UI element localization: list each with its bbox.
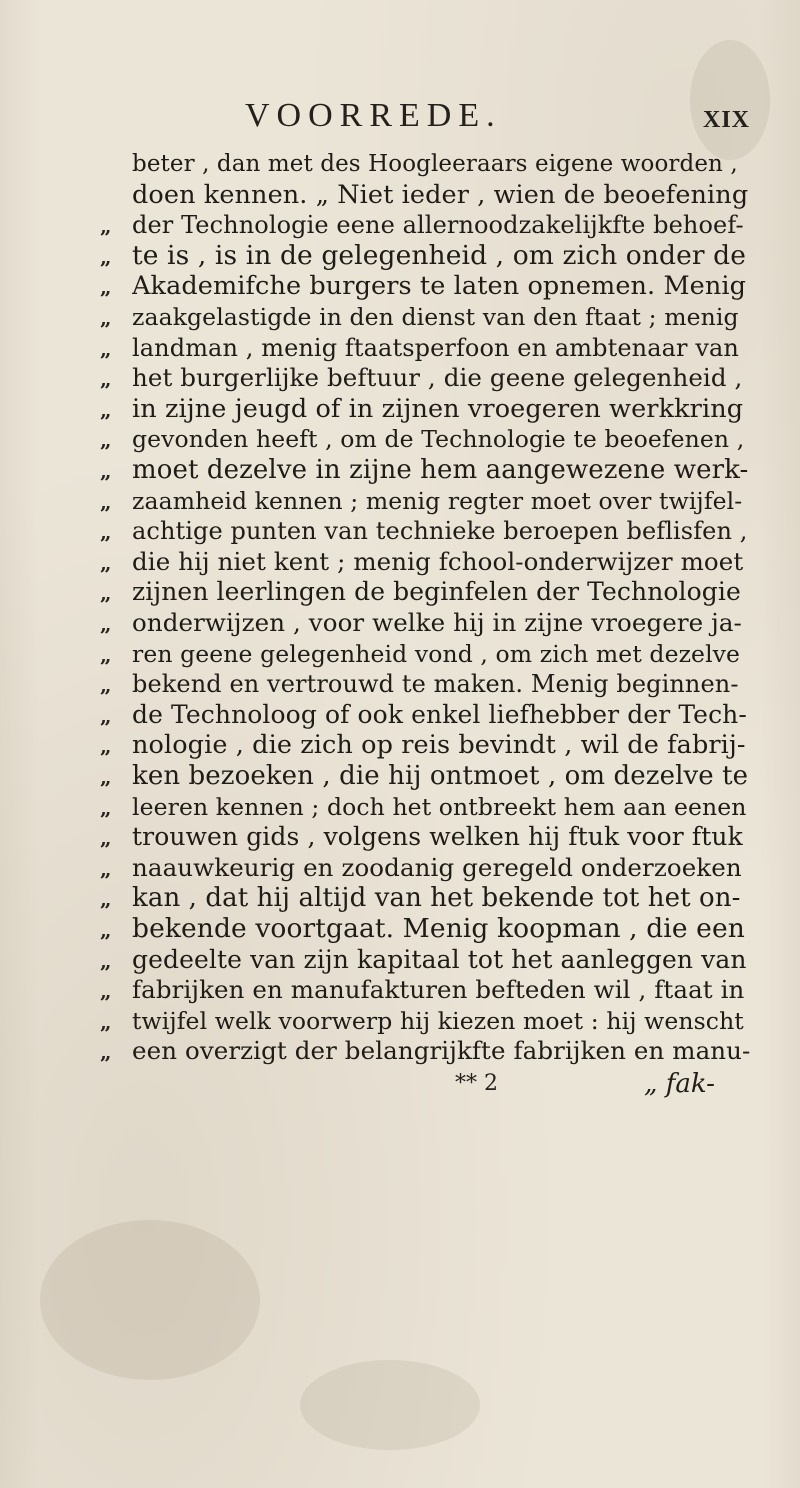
quotation-marker: „: [100, 887, 112, 912]
page-number: XIX: [702, 107, 750, 133]
quotation-marker: „: [100, 489, 112, 514]
line-text: beter , dan met des Hoogleeraars eigene woorden ,: [132, 151, 738, 177]
quotation-marker: „: [100, 581, 112, 606]
catchword: „ fak-: [644, 1069, 715, 1099]
line-text: zaakgelastigde in den dienst van den ftaat ; menig: [132, 303, 739, 331]
line-text: een overzigt der belangrijkfte fabrijken en manu-: [132, 1036, 750, 1066]
quotation-marker: „: [100, 336, 112, 361]
line-text: naauwkeurig en zoodanig geregeld onderzoeken: [132, 852, 742, 882]
line-text: achtige punten van technieke beroepen beflisfen ,: [132, 517, 748, 546]
quotation-marker: „: [100, 1009, 112, 1034]
line-text: de Technoloog of ook enkel liefhebber der Tech-: [132, 699, 747, 729]
line-text: trouwen gids , volgens welken hij ftuk voor ftuk: [132, 822, 743, 852]
line-text: die hij niet kent ; menig fchool-onderwijzer moet: [132, 546, 744, 576]
quotation-marker: „: [100, 428, 112, 453]
line-text: fabrijken en manufakturen befteden wil , ftaat in: [132, 975, 745, 1005]
line-text: het burgerlijke beftuur , die geene gelegenheid ,: [132, 363, 743, 393]
quotation-marker: „: [100, 520, 112, 545]
line-text: gedeelte van zijn kapitaal tot het aanleggen van: [132, 944, 747, 974]
line-text: landman , menig ftaatsperfoon en ambtenaar van: [132, 333, 739, 362]
quotation-marker: „: [100, 826, 112, 851]
quotation-marker: „: [100, 550, 112, 575]
running-head: VOORREDE.: [245, 97, 502, 134]
line-text: zijnen leerlingen de beginfelen der Technologie: [132, 577, 741, 607]
quotation-marker: „: [100, 397, 112, 422]
quotation-marker: „: [100, 856, 112, 881]
line-text: onderwijzen , voor welke hij in zijne vroegere ja-: [132, 608, 742, 637]
quotation-marker: „: [100, 367, 112, 392]
signature-mark: ** 2: [455, 1071, 498, 1096]
line-text: ken bezoeken , die hij ontmoet , om dezelve te: [132, 761, 749, 791]
line-text: bekende voortgaat. Menig koopman , die een: [132, 913, 745, 944]
line-text: moet dezelve in zijne hem aangewezene werk-: [132, 455, 749, 485]
line-text: ren geene gelegenheid vond , om zich met dezelve: [132, 639, 741, 668]
quotation-marker: „: [100, 673, 112, 698]
text-line: [100, 1033, 750, 1069]
line-text: nologie , die zich op reis bevindt , wil de fabrij-: [132, 730, 746, 761]
paper-stain: [40, 1220, 260, 1380]
page-header: [0, 96, 800, 136]
line-text: der Technologie eene allernoodzakelijkfte behoef-: [132, 211, 744, 240]
quotation-marker: „: [100, 244, 112, 269]
line-text: kan , dat hij altijd van het bekende tot het on-: [132, 883, 741, 914]
quotation-marker: „: [100, 765, 112, 789]
paper-stain: [300, 1360, 480, 1450]
line-text: gevonden heeft , om de Technologie te beoefenen ,: [132, 425, 745, 454]
quotation-marker: „: [100, 306, 112, 330]
line-text: in zijne jeugd of in zijnen vroegeren werkkring: [132, 393, 744, 424]
line-text: doen kennen. „ Niet ieder , wien de beoefening: [132, 179, 749, 210]
page-footer: [0, 1066, 800, 1102]
quotation-marker: „: [100, 703, 112, 728]
quotation-marker: „: [100, 979, 112, 1004]
quotation-marker: „: [100, 948, 112, 973]
quotation-marker: „: [100, 918, 112, 942]
quotation-marker: „: [100, 612, 112, 636]
line-text: bekend en vertrouwd te maken. Menig beginnen-: [132, 670, 739, 699]
line-text: Akademifche burgers te laten opnemen. Menig: [132, 271, 747, 302]
line-text: zaamheid kennen ; menig regter moet over twijfel-: [132, 486, 743, 515]
quotation-marker: „: [100, 214, 112, 239]
quotation-marker: „: [100, 734, 112, 759]
line-text: te is , is in de gelegenheid , om zich onder de: [132, 239, 746, 271]
line-text: twijfel welk voorwerp hij kiezen moet : hij wenscht: [132, 1006, 744, 1035]
line-text: leeren kennen ; doch het ontbreekt hem aan eenen: [132, 792, 747, 821]
quotation-marker: „: [100, 642, 112, 667]
quotation-marker: „: [100, 275, 112, 300]
quotation-marker: „: [100, 459, 112, 483]
quotation-marker: „: [100, 1040, 112, 1065]
quotation-marker: „: [100, 795, 112, 820]
